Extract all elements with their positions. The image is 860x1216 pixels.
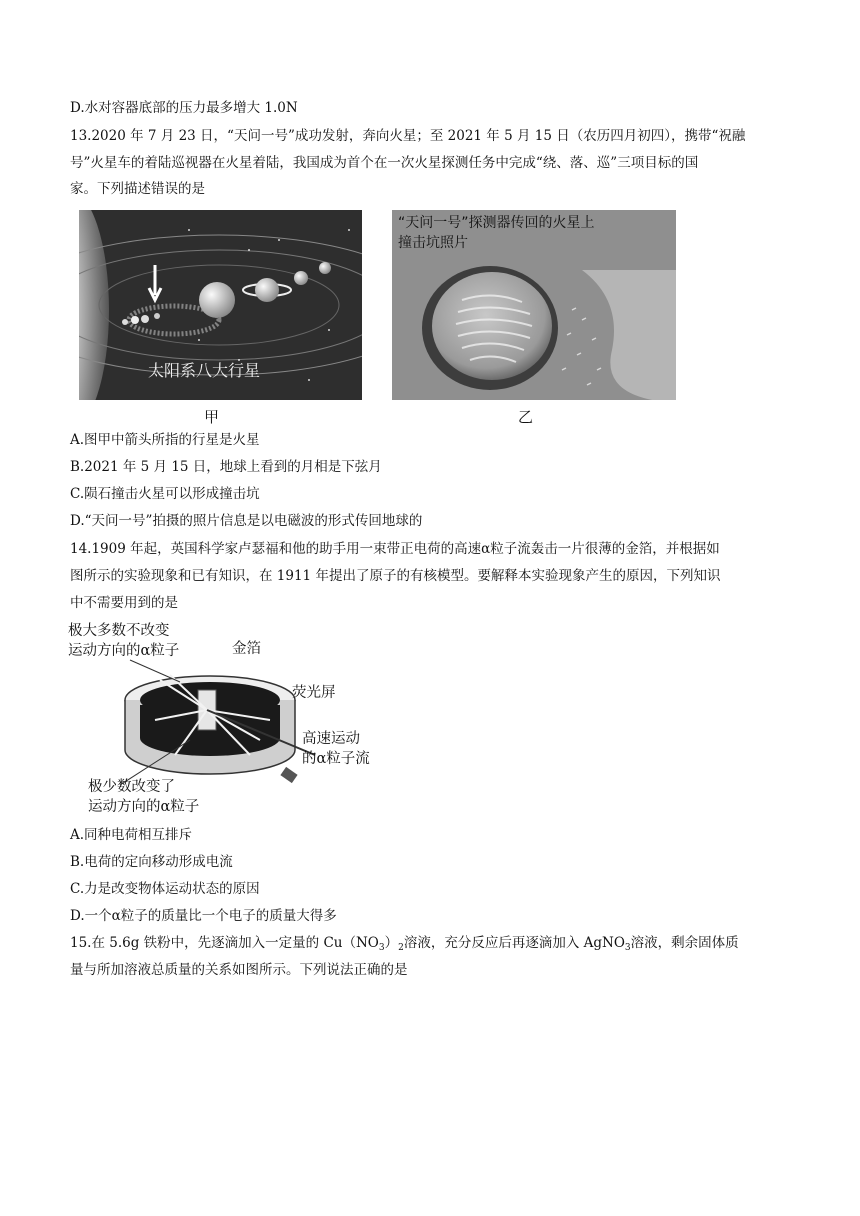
q15-stem-line1 bbox=[70, 934, 739, 957]
q15-stem-part-b: ） bbox=[384, 935, 399, 951]
q14-option-c: C.力是改变物体运动状态的原因 bbox=[70, 881, 260, 897]
q15-stem-sub2: 2 bbox=[398, 943, 404, 953]
q14-option-b: B.电荷的定向移动形成电流 bbox=[70, 854, 233, 870]
crater-caption-line1: “天问一号”探测器传回的火星上 bbox=[398, 215, 595, 231]
q14-option-a: A.同种电荷相互排斥 bbox=[70, 827, 193, 843]
planet-neptune bbox=[319, 262, 331, 274]
crater-caption bbox=[398, 213, 595, 253]
q13-stem-line2: 号”火星车的着陆巡视器在火星着陆，我国成为首个在一次火星探测任务中完成“绕、落、巡”三项目标的国 bbox=[70, 155, 699, 171]
q13-stem-line1: 13.2020 年 7 月 23 日，“天问一号”成功发射，奔向火星；至 2021 年 5 月 15 日（农历四月初四），携带“祝融 bbox=[70, 128, 746, 144]
planet-uranus bbox=[294, 271, 308, 285]
alpha-source-icon bbox=[280, 767, 297, 783]
q15-stem-sub3: 3 bbox=[624, 943, 631, 953]
label-fluorescent-screen: 荧光屏 bbox=[292, 685, 336, 701]
planet-mercury bbox=[122, 319, 128, 325]
q12-option-d: D.水对容器底部的压力最多增大 1.0N bbox=[70, 100, 298, 116]
label-most-undeflected-line2: 运动方向的α粒子 bbox=[68, 643, 180, 659]
rutherford-apparatus-figure bbox=[60, 620, 380, 820]
q14-stem-line3: 中不需要用到的是 bbox=[70, 595, 178, 611]
q15-stem-part-d: 溶液，剩余固体质 bbox=[630, 935, 739, 951]
label-alpha-beam-line2: 的α粒子流 bbox=[302, 751, 370, 767]
label-most-undeflected-line1: 极大多数不改变 bbox=[68, 623, 170, 639]
label-alpha-beam-line1: 高速运动 bbox=[302, 731, 360, 747]
q13-option-c: C.陨石撞击火星可以形成撞击坑 bbox=[70, 486, 260, 502]
q13-option-b: B.2021 年 5 月 15 日，地球上看到的月相是下弦月 bbox=[70, 459, 382, 475]
figure-a-label: 甲 bbox=[204, 408, 220, 426]
planet-venus bbox=[131, 316, 139, 324]
planet-earth bbox=[141, 315, 149, 323]
planet-mars bbox=[154, 313, 160, 319]
q15-stem-sub1: 3 bbox=[378, 943, 385, 953]
q13-option-a: A.图甲中箭头所指的行星是火星 bbox=[70, 432, 260, 448]
planet-saturn bbox=[255, 278, 279, 302]
label-few-deflected-line2: 运动方向的α粒子 bbox=[88, 799, 200, 815]
q14-stem-line1: 14.1909 年起，英国科学家卢瑟福和他的助手用一束带正电荷的高速α粒子流轰击一片很薄的金箔，并根据如 bbox=[70, 541, 720, 557]
q15-stem-part-c: 溶液，充分反应后再逐滴加入 AgNO bbox=[403, 935, 625, 951]
solar-system-caption: 太阳系八大行星 bbox=[148, 361, 261, 380]
figure-b-label: 乙 bbox=[518, 408, 534, 426]
q13-stem-line3: 家。下列描述错误的是 bbox=[70, 181, 205, 197]
planet-jupiter bbox=[199, 282, 235, 318]
label-few-deflected-line1: 极少数改变了 bbox=[88, 779, 175, 795]
crater-caption-line2: 撞击坑照片 bbox=[398, 235, 468, 251]
label-gold-foil: 金箔 bbox=[232, 641, 261, 657]
q15-stem-line2: 量与所加溶液总质量的关系如图所示。下列说法正确的是 bbox=[70, 962, 408, 978]
q14-option-d: D.一个α粒子的质量比一个电子的质量大得多 bbox=[70, 908, 337, 924]
q15-stem-part-a: 15.在 5.6g 铁粉中，先逐滴加入一定量的 Cu（NO bbox=[70, 935, 379, 951]
q14-stem-line2: 图所示的实验现象和已有知识，在 1911 年提出了原子的有核模型。要解释本实验现象产生的原因，下列知识 bbox=[70, 568, 721, 584]
q13-option-d: D.“天问一号”拍摄的照片信息是以电磁波的形式传回地球的 bbox=[70, 513, 423, 529]
